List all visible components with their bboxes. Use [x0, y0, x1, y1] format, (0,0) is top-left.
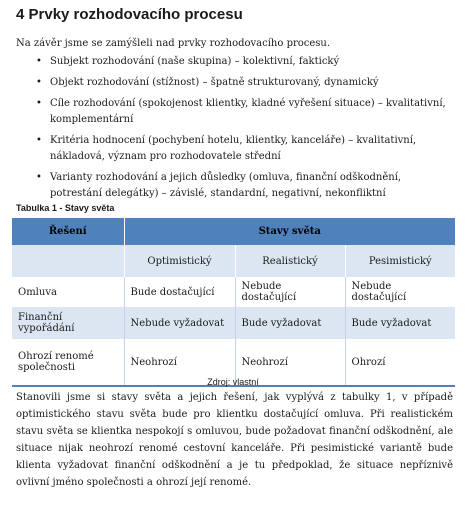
body-paragraph: Stanovili jsme si stavy světa a jejich řešení, jak vyplývá z tabulky 1, v případě optimistického stavu světa bude pro klientku dostačující omluva. Při realistickém stavu světa se klientka nespokojí s omluvou, bude požadovat finanční odškodnění, ale situace nijak neohrozí renomé cestovní kanceláře. Při pesimistické variantě bude klienta vyžadovat finanční odškodnění a je tu předpoklad, že situace nepříznivě ovlivní jméno společnosti a ohrozí její renomé.	[16, 392, 453, 488]
table-cell: Nebude dostačující	[235, 277, 345, 307]
table-cell: Neohrozí	[124, 339, 235, 386]
section-heading: 4 Prvky rozhodovacího procesu	[16, 6, 243, 23]
row-label: Ohrozí renomé společnosti	[12, 339, 124, 386]
table-cell: Neohrozí	[235, 339, 345, 386]
row-label: Finanční vypořádání	[12, 307, 124, 339]
states-table	[12, 218, 455, 387]
bullet-item: • Varianty rozhodování a jejich důsledky (omluva, finanční odškodnění, potrestání delegátky) – závislé, standardní, negativní, nekonfliktní	[36, 170, 446, 202]
state-header: Pesimistický	[345, 245, 455, 277]
table-caption: Tabulka 1 - Stavy světa	[16, 203, 115, 213]
table-cell: Bude vyžadovat	[345, 307, 455, 339]
bullet-item: • Kritéria hodnocení (pochybení hotelu, klientky, kanceláře) – kvalitativní, nákladová, význam pro rozhodovatele střední	[36, 133, 446, 165]
bullet-item: • Cíle rozhodování (spokojenost klientky, kladné vyřešení situace) – kvalitativní, komplementární	[36, 96, 446, 128]
bullet-list	[36, 54, 446, 207]
bullet-item: • Objekt rozhodování (stížnost) – špatně strukturovaný, dynamický	[36, 75, 446, 91]
state-header: Optimistický	[124, 245, 235, 277]
table-cell: Nebude dostačující	[345, 277, 455, 307]
header-solution: Řešení	[12, 218, 124, 245]
row-label: Omluva	[12, 277, 124, 307]
table-cell: Ohrozí	[345, 339, 455, 386]
header-states: Stavy světa	[124, 218, 455, 245]
table-cell: Bude dostačující	[124, 277, 235, 307]
table-cell: Bude vyžadovat	[235, 307, 345, 339]
header-blank-cell	[12, 245, 124, 277]
table-cell: Nebude vyžadovat	[124, 307, 235, 339]
table-source: Zdroj: vlastní	[207, 377, 259, 387]
bullet-item: • Subjekt rozhodování (naše skupina) – kolektivní, faktický	[36, 54, 446, 70]
intro-text: Na závěr jsme se zamýšleli nad prvky rozhodovacího procesu.	[16, 38, 331, 49]
state-header: Realistický	[235, 245, 345, 277]
